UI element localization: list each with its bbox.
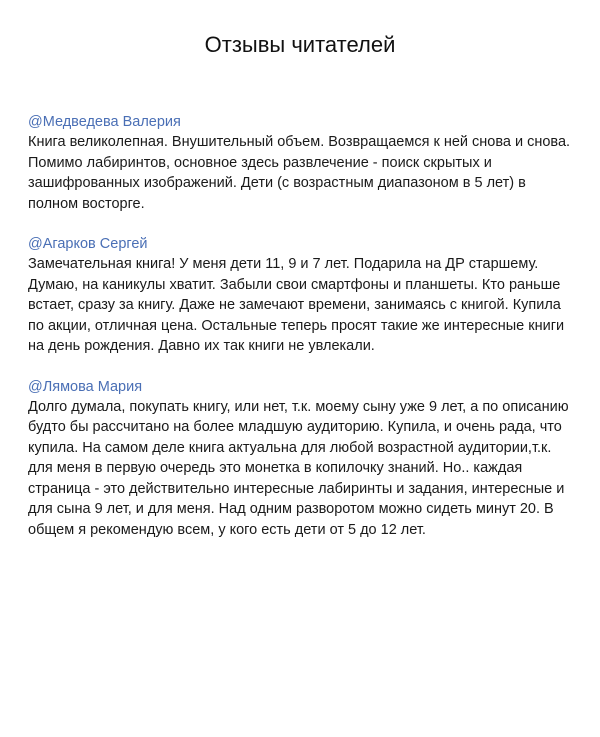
review-author-link[interactable]: @Агарков Сергей	[28, 236, 148, 252]
review-text: Замечательная книга! У меня дети 11, 9 и 7 лет. Подарила на ДР старшему. Думаю, на каникулы хватит. Забыли свои смартфоны и планшеты. Кто раньше встает, сразу за книгу. Даже не замечают времени, занимаясь с книгой. Купила по акции, отличная цена. Остальные теперь просят такие же интересные книги на день рождения. Давно их так книги не увлекали.	[28, 256, 565, 354]
review-text: Книга великолепная. Внушительный объем. Возвращаемся к ней снова и снова. Помимо лабиринтов, основное здесь развлечение - поиск скрытых и зашифрованных изображений. Дети (с возрастным диапазоном в 5 лет) в полном восторге.	[28, 134, 571, 212]
review-item	[28, 377, 578, 541]
page-title: Отзывы читателей	[204, 32, 396, 57]
review-author-link[interactable]: @Лямова Мария	[28, 378, 143, 395]
review-text: Долго думала, покупать книгу, или нет, т.к. моему сыну уже 9 лет, а по описанию будто бы рассчитано на более младшую аудиторию. Купила, и очень рада, что купила. На самом деле книга актуальна для любой возрастной аудитории,т.к. для меня в первую очередь это монетка в копилочку знаний. Но.. каждая страница - это действительно интересные лабиринты и задания, интересные и для сына 9 лет, и для меня. Над одним разворотом можно сидеть минут 20. В общем я рекомендую всем, у кого есть дети от 5 до 12 лет.	[28, 398, 569, 538]
review-item	[28, 112, 578, 214]
review-author-link[interactable]: @Медведева Валерия	[28, 114, 181, 130]
reviews-list	[28, 112, 578, 560]
review-item	[28, 234, 578, 357]
